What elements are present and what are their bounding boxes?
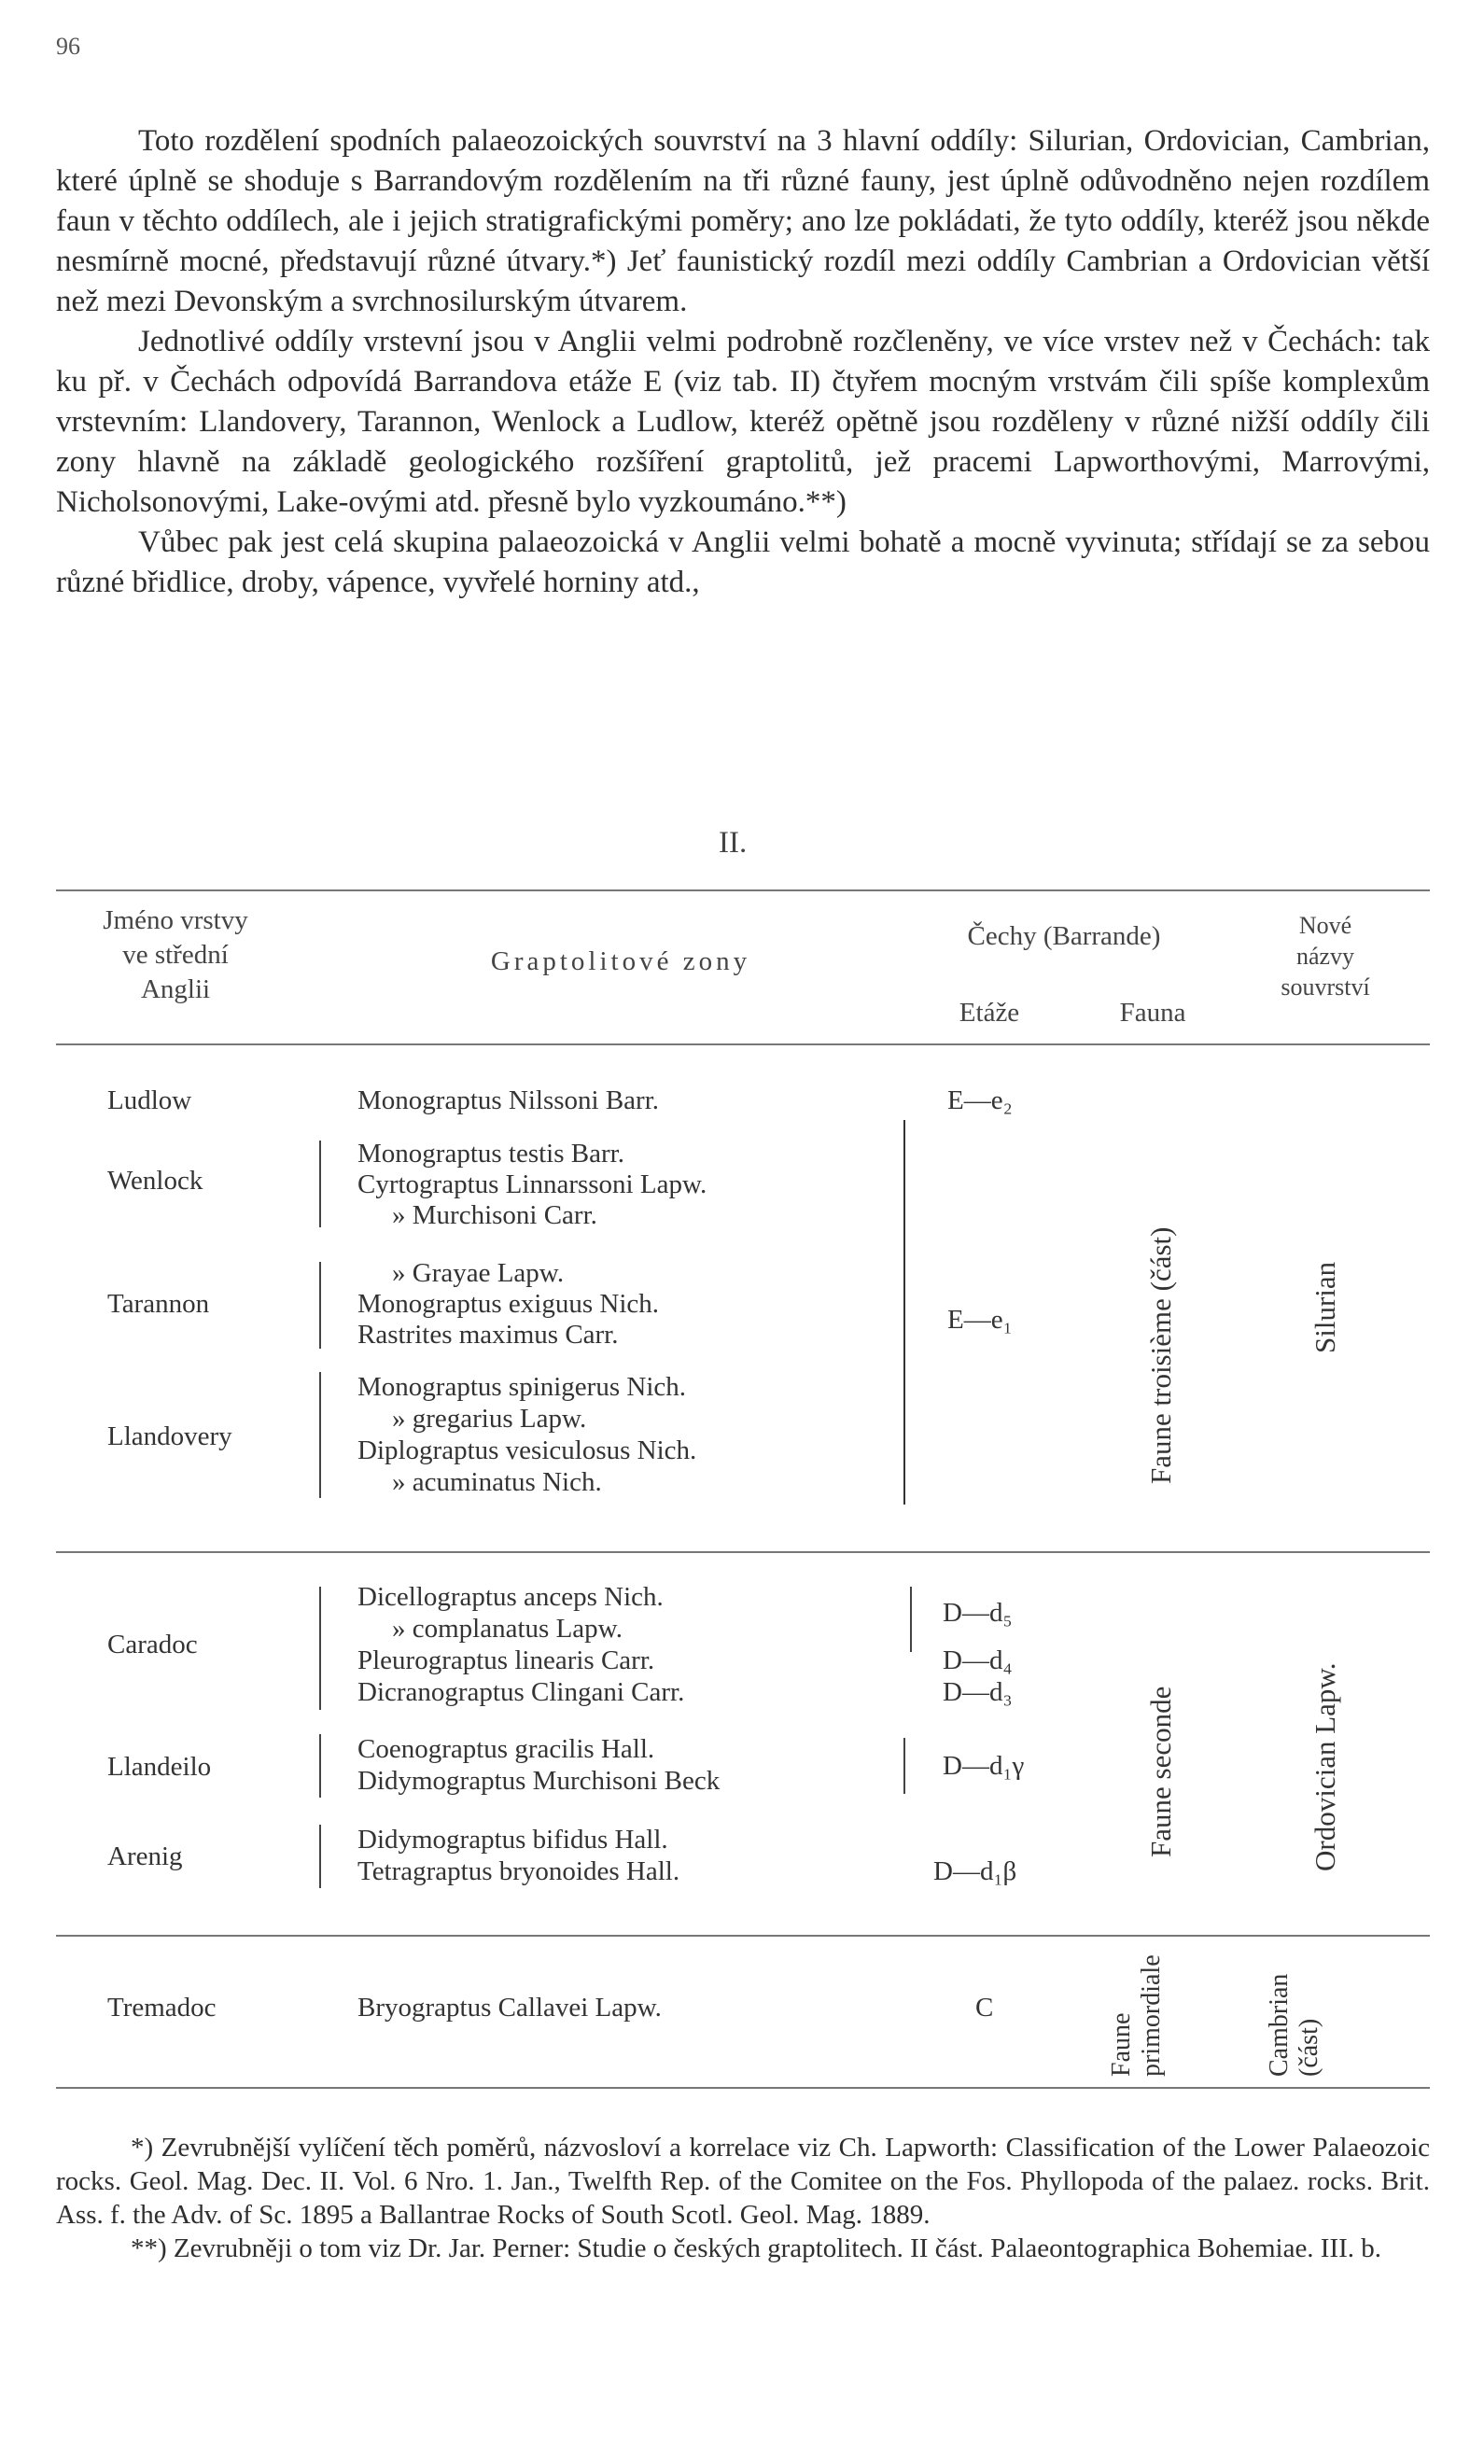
header-new-names: Nové názvy souvrství (1281, 912, 1370, 1001)
zone-entry: Coenograptus gracilis Hall. (357, 1734, 655, 1764)
layer-name: Caradoc (107, 1630, 198, 1659)
zone-entry: » gregarius Lapw. (392, 1404, 587, 1434)
zone-entry: Bryograptus Callavei Lapw. (357, 1993, 662, 2023)
layer-name: Wenlock (107, 1166, 203, 1196)
zone-brace (319, 1825, 321, 1888)
zone-entry: Didymograptus Murchisoni Beck (357, 1766, 721, 1796)
layer-name: Llandeilo (107, 1752, 212, 1782)
stage-entry: D—d₄ (943, 1645, 1013, 1675)
stage-entry: E—e₁ (947, 1305, 1013, 1335)
new-name-label: Silurian (1309, 1261, 1341, 1353)
body-text (56, 121, 1430, 603)
table-header-rule (56, 1043, 1430, 1045)
table-top-rule (56, 889, 1430, 891)
zone-entry: Dicranograptus Clingani Carr. (357, 1677, 685, 1707)
zone-entry: Dicellograptus anceps Nich. (357, 1582, 664, 1612)
table-divider-rule (56, 1935, 1430, 1937)
stage-entry: D—d₁γ (943, 1751, 1025, 1781)
zone-entry: » acuminatus Nich. (392, 1467, 602, 1497)
layer-name: Tremadoc (107, 1993, 217, 2023)
stage-brace (903, 1738, 905, 1794)
fauna-label: Faune seconde (1144, 1686, 1177, 1857)
paragraph: Toto rozdělení spodních palaeozoických souvrství na 3 hlavní oddíly: Silurian, Ordovician, Cambrian, které úplně se shoduje s Barrandovým rozdělením na tři různé fauny, jest úplně odůvodněno nejen rozdílem faun v těchto oddílech, ale i jejich stratigrafickými poměry; ano lze pokládati, že tyto oddíly, kteréž jsou někde nesmírně mocné, představují různé útvary.*) Jeť faunistický rozdíl mezi oddíly Cambrian a Ordovician větší než mezi Devonským a svrchnosilurským útvarem. (56, 124, 1430, 318)
zone-entry: Tetragraptus bryonoides Hall. (357, 1856, 680, 1886)
header-zones: Graptolitové zony (490, 946, 751, 976)
stage-entry: D—d₅ (943, 1598, 1013, 1628)
zone-entry: Monograptus Nilssoni Barr. (357, 1085, 660, 1115)
stage-entry: C (975, 1993, 994, 2023)
footnotes (56, 2131, 1430, 2265)
zone-entry: Monograptus testis Barr. (357, 1139, 624, 1169)
zone-entry: Monograptus exiguus Nich. (357, 1289, 659, 1319)
zone-brace (319, 1141, 321, 1227)
layer-name: Ludlow (107, 1085, 192, 1115)
zone-entry: » complanatus Lapw. (392, 1614, 623, 1644)
zone-entry: Didymograptus bifidus Hall. (357, 1825, 668, 1855)
stage-entry: D—d₃ (943, 1677, 1013, 1707)
new-name-label: Cambrian (část) (1265, 1973, 1323, 2077)
zone-entry: Cyrtograptus Linnarssoni Lapw. (357, 1169, 707, 1199)
stage-brace (903, 1120, 905, 1505)
paragraph: Vůbec pak jest celá skupina palaeozoická v Anglii velmi bohatě a mocně vyvinuta; střídají se za sebou různé břidlice, droby, vápence, vyvřelé horniny atd., (56, 525, 1430, 599)
layer-name: Tarannon (107, 1289, 210, 1319)
zone-entry: » Grayae Lapw. (392, 1258, 565, 1288)
layer-name: Arenig (107, 1841, 183, 1871)
footnote: **) Zevrubněji o tom viz Dr. Jar. Perner: Studie o českých graptolitech. II část. Palaeontographica Bohemiae. III. b. (131, 2233, 1382, 2263)
paragraph: Jednotlivé oddíly vrstevní jsou v Anglii velmi podrobně rozčleněny, ve více vrstev než v Čechách: tak ku př. v Čechách odpovídá Barrandova etáže E (viz tab. II) čtyřem mocným vrstvám čili spíše komplexům vrstevním: Llandovery, Tarannon, Wenlock a Ludlow, kteréž opětně jsou rozděleny v různé nižší oddíly čili zony hlavně na základě geologického rozšíření graptolitů, jež pracemi Lapworthovými, Marrovými, Nicholsonovými, Lake-ovými atd. přesně bylo vyzkoumáno.**) (56, 325, 1430, 519)
header-fauna: Fauna (1119, 998, 1186, 1028)
footnote: *) Zevrubnější vylíčení těch poměrů, názvosloví a korrelace viz Ch. Lapworth: Classification of the Lower Palaeozoic rocks. Geol. Mag. Dec. II. Vol. 6 Nro. 1. Jan., Twelfth Rep. of the Comitee on the Fos. Phyllopoda of the palaez. rocks. Brit. Ass. f. the Adv. of Sc. 1895 a Ballantrae Rocks of South Scotl. Geol. Mag. 1889. (56, 2133, 1430, 2230)
layer-name: Llandovery (107, 1421, 232, 1451)
zone-brace (319, 1372, 321, 1498)
stage-entry: E—e₂ (947, 1085, 1013, 1115)
zone-entry: Diplograptus vesiculosus Nich. (357, 1435, 697, 1465)
zone-entry: Rastrites maximus Carr. (357, 1320, 619, 1350)
table-divider-rule (56, 1551, 1430, 1553)
zone-entry: Monograptus spinigerus Nich. (357, 1372, 686, 1402)
zone-entry: Pleurograptus linearis Carr. (357, 1645, 655, 1675)
table-title: II. (719, 826, 748, 860)
zone-entry: » Murchisoni Carr. (392, 1200, 597, 1230)
page-number: 96 (56, 33, 80, 60)
header-stages: Etáže (959, 998, 1020, 1028)
zone-brace (319, 1587, 321, 1710)
zone-brace (319, 1262, 321, 1349)
stage-entry: D—d₁β (933, 1856, 1017, 1886)
table-bottom-rule (56, 2087, 1430, 2089)
fauna-label: Faune troisième (část) (1144, 1226, 1177, 1484)
zone-brace (319, 1734, 321, 1798)
new-name-label: Ordovician Lapw. (1309, 1662, 1341, 1871)
header-bohemia: Čechy (Barrande) (967, 921, 1161, 951)
header-layer-name: Jméno vrstvy ve střední Anglii (103, 905, 248, 1004)
stage-brace (910, 1587, 912, 1652)
fauna-label: Faune primordiale (1107, 1954, 1166, 2077)
